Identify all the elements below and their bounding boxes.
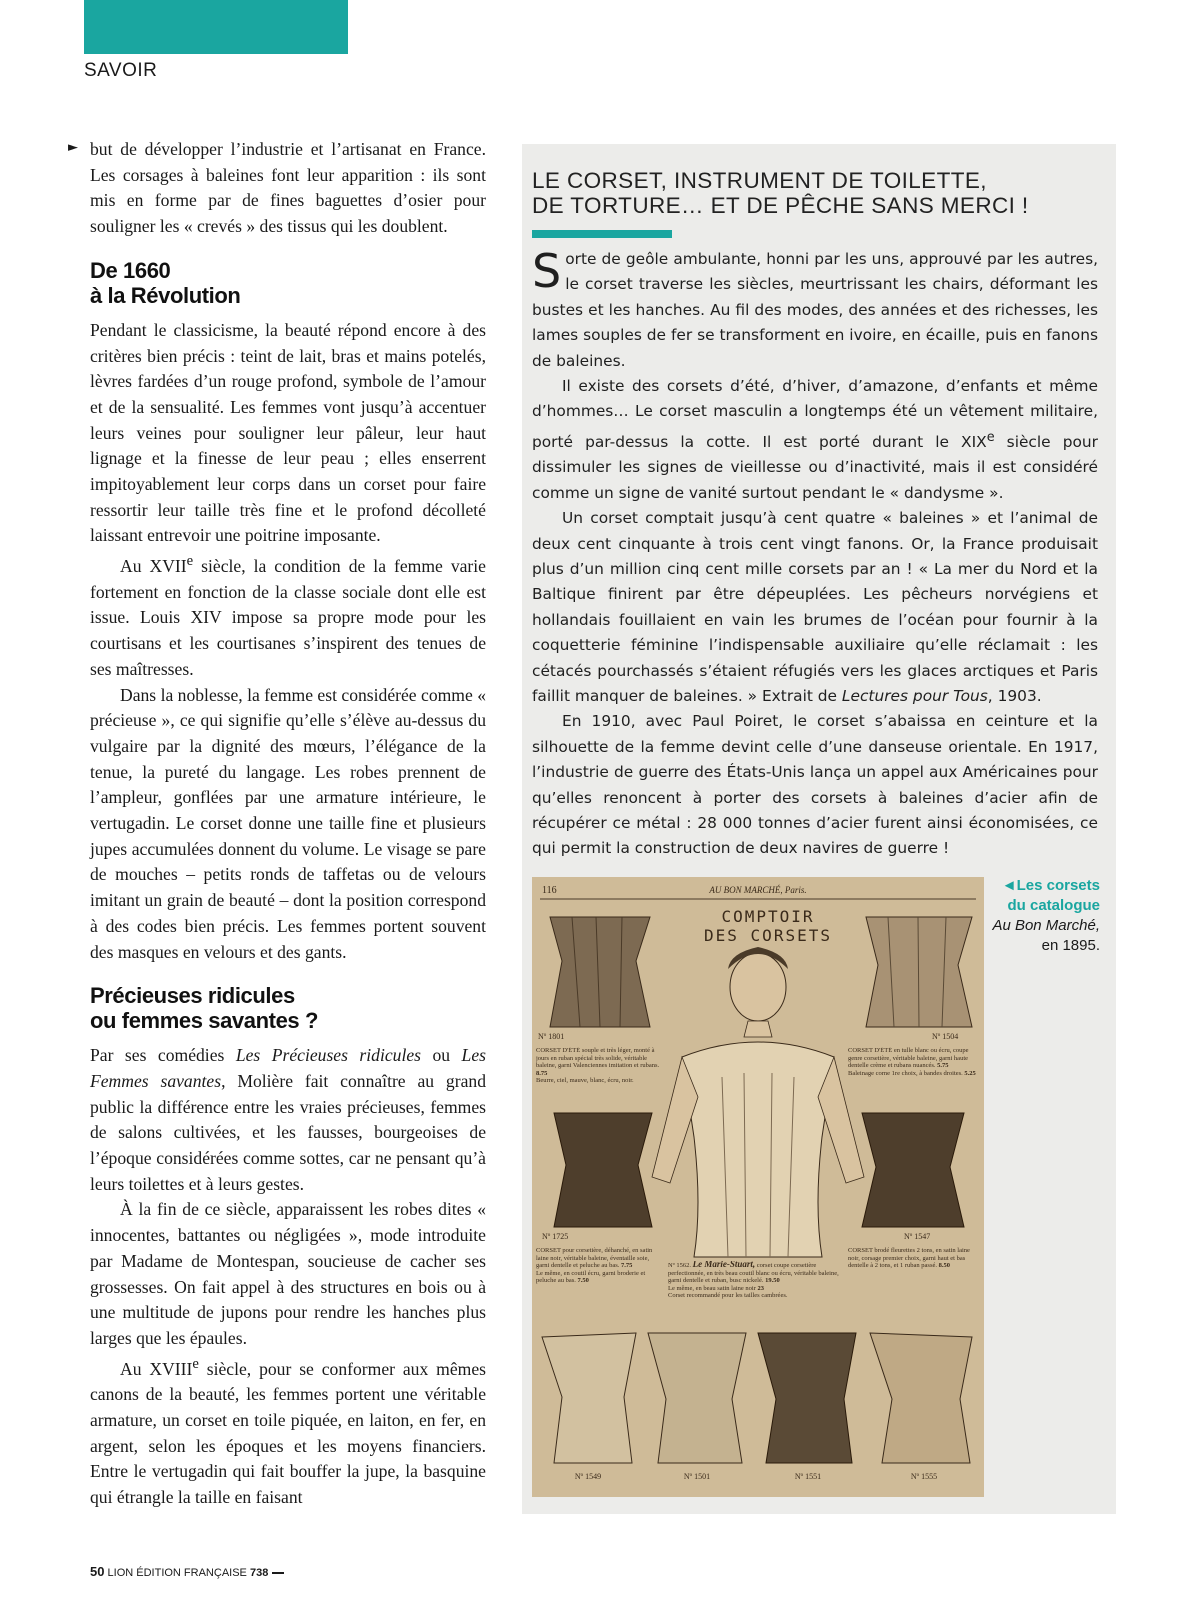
century-sup: e: [192, 1355, 199, 1372]
price-label: 19.50: [765, 1277, 780, 1284]
label-text: Corset recommandé pour les tailles cambrées.: [668, 1292, 788, 1299]
text-run: Un corset comptait jusqu’à cent quatre « baleines » et l’animal de deux cent cinquante à trois cent vingt fanons. Or, la France produisait plus d’un million cinq cent mille corsets par an ! « La mer du Nord et la Baltique finirent par être dépeuplées. Les pêcheurs norvégiens et hollandais fouillaient en vain les brumes de l’océan pour fournir à la coquetterie féminine l’indispensable auxiliaire qu’elle réclamait : les cétacés pourchassés s’étaient réfugiés vers les glaces arctiques et Paris faillit manquer de baleines. » Extrait de: [532, 509, 1098, 706]
catalog-svg: [532, 877, 984, 1497]
century-numeral: XVIII: [149, 1358, 193, 1379]
corset-1725-label: [536, 1247, 664, 1285]
label-text: Le même, en beau satin laine noir: [668, 1284, 756, 1292]
catalog-store-name: AU BON MARCHÉ, Paris.: [709, 885, 807, 895]
corset-1504-label: [848, 1047, 980, 1077]
corset-1547-label: [848, 1247, 980, 1270]
marie-stuart-label-box: [668, 1261, 848, 1327]
corset-1501-number: Nº 1501: [683, 1472, 711, 1481]
text-run: siècle, pour se conformer aux mêmes canons de la beauté, les femmes portent une véritable armature, un corset en toile piquée, en laiton, en fer, en argent, selon les époques et les moyens financiers. Entre le vertugadin qui fait bouffer la jupe, la basquine qui étrangle la taille en faisant: [90, 1358, 486, 1508]
century-numeral: XIX: [961, 432, 987, 451]
box-paragraph-4: En 1910, avec Paul Poiret, le corset s’abaissa en ceinture et la silhouette de la femme devint celle d’une danseuse orientale. En 1917, l’industrie de guerre des États-Unis lança un appel aux Américaines pour qu’elles renoncent à porter des corsets à baleines d’acier afin de récupérer ce métal : 28 000 tonnes d’acier furent ainsi économisées, ce qui permit la construction de deux navires de guerre !: [532, 712, 1098, 858]
caption-title-line2: du catalogue: [1007, 897, 1100, 914]
label-text: CORSET brodé fleurettes 2 tons, en satin laine noir, corsage premier choix, garni haut et bas dentelle à 2 tons, et 1 ruban passé.: [848, 1247, 970, 1269]
price-label: 7.75: [621, 1262, 633, 1269]
continuation-arrow-icon: ►: [68, 140, 78, 155]
caption-title-line1: Les corsets: [1016, 877, 1100, 894]
corset-1547-number: Nº 1547: [904, 1232, 931, 1241]
page-number: 50: [90, 1564, 105, 1579]
page-footer: [90, 1564, 284, 1579]
corset-1555-number: Nº 1555: [910, 1472, 938, 1481]
label-text: CORSET pour corsetière, déhanché, en satin laine noir, véritable baleine, éventaille soie, garni dentelle et peluche au bas.: [536, 1247, 653, 1269]
left-column: [90, 137, 486, 1511]
box-title: [532, 168, 1102, 218]
text-run: Par ses comédies: [90, 1045, 236, 1066]
footer-dash: [272, 1572, 284, 1574]
text-run: ou: [421, 1045, 462, 1066]
text-run: , Molière fait connaître au grand public la différence entre les vraies précieuses, femmes de salons cultivées, et les fausses, bourgeoises de l’époque considérées comme sottes, car ne pensant qu’à leurs toilettes et à leurs gestes.: [90, 1070, 486, 1194]
label-text: CORSET D'ÉTÉ en tulle blanc ou écru, coupe genre corsetière, véritable baleine, garni haute dentelle crème et rubans nuancés.: [848, 1047, 969, 1069]
corset-1801-label-box: [536, 1047, 668, 1111]
paragraph-robes: À la fin de ce siècle, apparaissent les robes dites « innocentes, battantes ou négligées », mode introduite par Madame de Montespan, soucieuse de cacher ses grossesses. On fait appel à des structures en bois ou à une multitude de jupons pour rendre les hanches plus larges que les épaules.: [90, 1199, 486, 1348]
paragraph-xviie: [90, 549, 486, 682]
subheading-precieuses: [90, 983, 486, 1033]
century-sup: e: [186, 553, 194, 570]
box-paragraph-1: [532, 244, 1098, 374]
header-color-bar: [84, 0, 348, 54]
label-name: Le Marie-Stuart,: [692, 1261, 756, 1269]
catalog-heading-line2: DES CORSETS: [704, 926, 832, 945]
box-title-line1: LE CORSET, INSTRUMENT DE TOILETTE,: [532, 168, 987, 193]
label-text: Beurre, ciel, mauve, blanc, écru, noir.: [536, 1077, 634, 1084]
corset-1547-image: [862, 1113, 964, 1227]
woman-head-image: [730, 953, 786, 1021]
label-text: Nº 1562.: [668, 1262, 691, 1269]
subheading-1660-line1: De 1660: [90, 257, 171, 283]
caption-year: en 1895.: [1041, 937, 1100, 954]
paragraph-classicisme: Pendant le classicisme, la beauté répond encore à des critères bien précis : teint de lait, bras et mains potelés, lèvres fardées d’un rouge profond, symbole de l’amour et de la sensualité. Les femmes vont jusqu’à accentuer leurs veines pour souligner leur pâleur, leur haut lignage et la finesse de leur peau ; elles enserrent impitoyablement leur corps dans un corset pour faire ressortir leur taille très fine et le profond décolleté laissant entrevoir une poitrine imposante.: [90, 319, 486, 546]
subheading-precieuses-line2: ou femmes savantes ?: [90, 1008, 318, 1034]
corset-1504-label-box: [848, 1047, 980, 1119]
price-label: 5.75: [937, 1062, 949, 1069]
corset-1801-number: Nº 1801: [538, 1032, 565, 1041]
corset-1801-label: [536, 1047, 668, 1085]
woman-neck-image: [744, 1021, 772, 1037]
text-run: orte de geôle ambulante, honni par les uns, approuvé par les autres, le corset traverse les siècles, meurtrissant les chairs, déformant les bustes et les hanches. Au fil des modes, des années et des richesses, les lames souples de fer se transforment en ivoire, en écaille, puis en fanons de baleines.: [532, 250, 1098, 370]
corset-1725-image: [554, 1113, 652, 1227]
subheading-1660: [90, 258, 486, 308]
price-label: 7.50: [577, 1277, 589, 1284]
box-paragraph-3: [532, 506, 1098, 709]
box-text: [532, 244, 1098, 862]
title-femmes-savantes: Les Femmes savantes: [90, 1045, 486, 1091]
title-lectures-pour-tous: Lectures pour Tous: [841, 687, 988, 706]
corset-1725-label-box: [536, 1247, 664, 1319]
box-title-rule: [532, 230, 672, 238]
issue-number: 738: [249, 1567, 269, 1579]
magazine-name: LION ÉDITION FRANÇAISE: [107, 1567, 247, 1579]
corset-1725-number: Nº 1725: [542, 1232, 569, 1241]
drop-cap: S: [532, 244, 562, 298]
corset-1547-label-box: [848, 1247, 980, 1311]
corset-1801-image: [550, 917, 650, 1027]
subheading-1660-line2: à la Révolution: [90, 282, 241, 308]
text-run: Il existe des corsets d’été, d’hiver, d’amazone, d’enfants et même d’hommes… Le corset masculin a longtemps été un vêtement militaire, porté par-dessus la cotte. Il est porté durant le: [532, 377, 1098, 451]
text-run: siècle pour dissimuler les signes de vieillesse ou d’inactivité, mais il est considéré comme un signe de vanité surtout pendant le « dandysme ».: [532, 432, 1098, 502]
text-run: Au: [120, 556, 150, 576]
label-text: Le même, en coutil écru, garni broderie et peluche au bas.: [536, 1269, 646, 1284]
section-label: SAVOIR: [84, 60, 158, 81]
paragraph-continued: but de développer l’industrie et l’artisanat en France. Les corsages à baleines font leur apparition : ils sont mis en forme par de fines baguettes d’osier pour souligner les « crevés » des tissus qui les doublent.: [90, 139, 486, 237]
caption-arrow-icon: ◄: [1001, 877, 1017, 894]
century-sup: e: [986, 429, 995, 445]
corset-1549-number: Nº 1549: [574, 1472, 602, 1481]
catalog-heading-line1: COMPTOIR: [721, 907, 815, 926]
label-text: Baleinage corne 1re choix, à bandes droites.: [848, 1069, 963, 1077]
text-run: siècle, la condition de la femme varie fortement en fonction de la classe sociale dont elle est issue. Louis XIV impose sa propre mode pour les courtisans et les courtisanes s’inspirent des tenues de ses maîtresses.: [90, 556, 486, 679]
century-numeral: XVII: [149, 556, 187, 576]
caption-store: Au Bon Marché,: [992, 917, 1100, 934]
label-text: CORSET D'ÉTÉ souple et très léger, monté à jours en ruban spécial très solide, véritable baleine, garni Valenciennes imitation et rubans.: [536, 1047, 660, 1069]
price-label: 8.75: [536, 1069, 548, 1077]
marie-stuart-label: [668, 1261, 848, 1300]
label-text: corset coupe corsetière perfectionnée, en très beau coutil blanc ou écru, véritable baleine, garni dentelle et ruban, busc nickelé.: [668, 1262, 839, 1284]
subheading-precieuses-line1: Précieuses ridicules: [90, 983, 295, 1009]
corset-1551-number: Nº 1551: [794, 1472, 822, 1481]
catalog-page-number: 116: [542, 885, 557, 896]
price-label: 23: [757, 1284, 765, 1292]
catalog-illustration: [532, 877, 984, 1497]
box-paragraph-2: [532, 374, 1098, 506]
text-run: , 1903.: [987, 687, 1042, 706]
paragraph-moliere: [90, 1043, 486, 1197]
title-precieuses: Les Précieuses ridicules: [235, 1045, 421, 1066]
photo-caption: [990, 876, 1100, 956]
paragraph-noblesse: Dans la noblesse, la femme est considérée comme « précieuse », ce qui signifie qu’elle s’élève au-dessus du vulgaire par la dignité des mœurs, l’élégance de la tenue, la pureté du langage. Les robes prennent de l’ampleur, gonflées par une armature intérieure, le vertugadin. Le corset donne une taille fine et plusieurs jupes accumulées donnent du volume. Le visage se pare de mouches – petits ronds de taffetas ou de velours imitant un grain de beauté – dont la position correspond à des codes bien précis. Les femmes portent souvent des masques en velours et des gants.: [90, 684, 486, 962]
paragraph-xviiie: [90, 1352, 486, 1511]
woman-corset-image: [682, 1042, 834, 1257]
box-title-line2: DE TORTURE… ET DE PÊCHE SANS MERCI !: [532, 193, 1029, 218]
text-run: Au: [120, 1358, 150, 1379]
price-label: 8.50: [938, 1262, 950, 1269]
price-label: 5.25: [964, 1069, 976, 1077]
corset-1504-number: Nº 1504: [932, 1032, 959, 1041]
